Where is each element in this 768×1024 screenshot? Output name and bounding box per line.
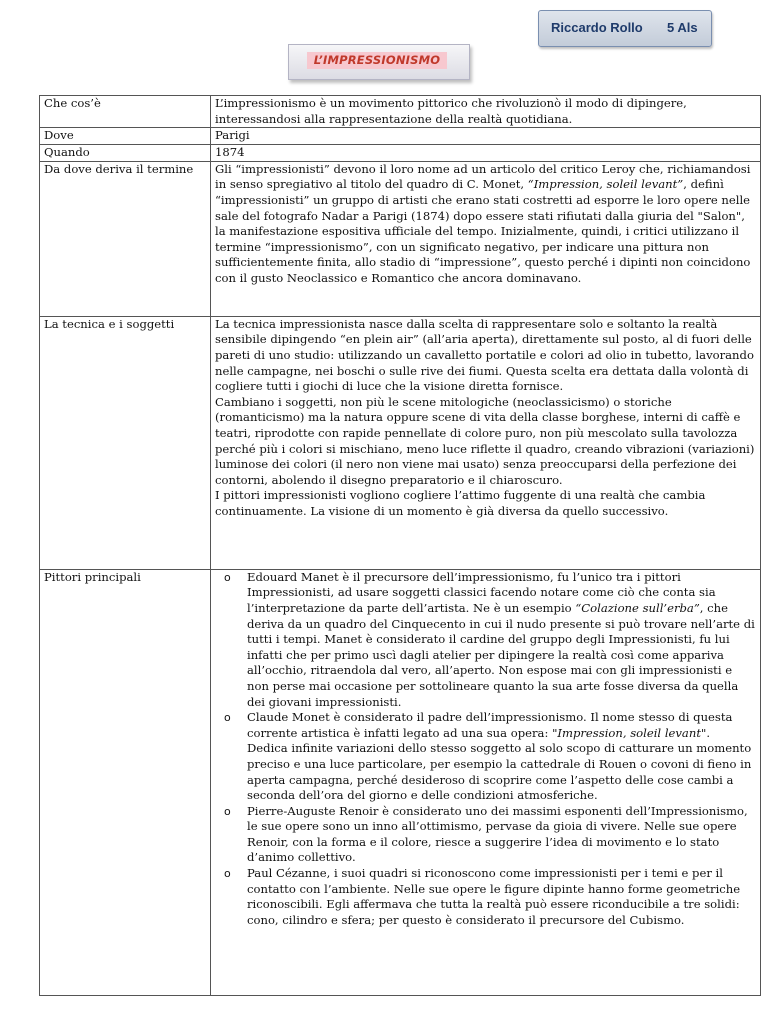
list-item-renoir	[215, 804, 756, 866]
bullet-icon: o	[224, 804, 231, 818]
manet-text-1: Edouard Manet è il precursore dell’impressionismo, fu l’unico tra i pittori Impressionisti, ad usare soggetti classici facendo notare come ciò che conta sia l’interpretazione da parte dell’artista. Ne è un esempio	[247, 569, 716, 615]
tecnica-paragraph-2: Cambiano i soggetti, non più le scene mitologiche (neoclassicismo) o storiche (romanticismo) ma la natura oppure scene di vita della classe borghese, interni di caffè e teatri, riprodotte con rapide pennellate di colore puro, non più mescolato sulla tavolozza perché più i colori si mischiano, meno luce riflette il quadro, creando vibrazioni (variazioni) luminose dei colori (il nero non viene mai usato) senza preoccuparsi della perfezione dei contorni, abolendo il disegno preparatorio e il chiaroscuro.	[215, 394, 755, 487]
bullet-icon: o	[224, 867, 231, 881]
list-item-monet	[215, 710, 756, 804]
row-dove	[40, 128, 761, 145]
row-che-cose	[40, 96, 761, 128]
bullet-icon: o	[224, 570, 231, 584]
monet-title-ref: "Impression, soleil levant"	[552, 725, 707, 740]
manet-title-ref: “Colazione sull’erba”	[575, 600, 700, 615]
text-che-cose: L’impressionismo è un movimento pittorico che rivoluzionò il modo di dipingere, interessandosi alla rappresentazione della realtà quotidiana.	[211, 96, 761, 128]
list-item-manet	[215, 570, 756, 710]
row-quando	[40, 145, 761, 162]
row-pittori	[40, 569, 761, 995]
text-quando: 1874	[211, 145, 761, 162]
termine-title-ref: “Impression, soleil levant”	[527, 177, 684, 192]
text-dove: Parigi	[211, 128, 761, 145]
row-termine	[40, 161, 761, 316]
bullet-icon: o	[224, 711, 231, 725]
tecnica-paragraph-3: I pittori impressionisti vogliono cogliere l’attimo fuggente di una realtà che cambia continuamente. La visione di un momento è già diversa da quello successivo.	[215, 488, 706, 518]
monet-text-2: .	[706, 725, 710, 740]
cezanne-text: Paul Cézanne, i suoi quadri si riconoscono come impressionisti per i temi e per il contatto con l’ambiente. Nelle sue opere le figure dipinte hanno forme geometriche riconoscibili. Egli affermava che tutta la realtà può essere riconducibile a tre solidi: cono, cilindro e sfera; per questo è considerato il precursore del Cubismo.	[247, 866, 741, 927]
author-box	[538, 10, 712, 47]
label-tecnica: La tecnica e i soggetti	[40, 316, 211, 569]
monet-text-1: Claude Monet è considerato il padre dell’impressionismo. Il nome stesso di questa corrente artistica è infatti legato ad una sua opera:	[247, 710, 733, 740]
content-table	[39, 95, 761, 996]
termine-text-2: , definì “impressionisti” un gruppo di artisti che erano stati costretti ad esporre le loro opere nelle sale del fotografo Nadar a Parigi (1874) dopo essere stati rifiutati dalla giuria del "Salon", la manifestazione espositiva ufficiale del tempo. Inizialmente, quindi, i critici utilizzano il termine “impressionismo”, con un significato negativo, per indicare una pittura non sufficientemente finita, allo stadio di “impressione”, questo perché i dipinti non coincidono con il gusto Neoclassico e Romantico che ancora dominavano.	[215, 177, 751, 285]
text-termine	[211, 161, 761, 316]
label-dove: Dove	[40, 128, 211, 145]
manet-text-2: , che deriva da un quadro del Cinquecento in cui il nudo presente si può trovare nell’arte di tutti i tempi. Manet è considerato il cardine del gruppo degli Impressionisti, fu lui infatti che per primo uscì dagli atelier per dipingere la realtà così come appariva all’occhio, ritraendola dal vero, all’aperto. Non espose mai con gli impressionisti e non perse mai occasione per sottolineare quanto la sua arte fosse diversa da quella dei giovani impressionisti.	[247, 600, 755, 709]
label-che-cose: Che cos’è	[40, 96, 211, 128]
painters-list	[215, 570, 756, 929]
label-quando: Quando	[40, 145, 211, 162]
text-tecnica	[211, 316, 761, 569]
monet-paragraph-2: Dedica infinite variazioni dello stesso soggetto al solo scopo di catturare un momento preciso e una luce particolare, per esempio la cattedrale di Rouen o covoni di fieno in aperta campagna, perché desideroso di scoprire come l’aspetto delle cose cambi a seconda dell’ora del giorno e delle condizioni atmosferiche.	[247, 741, 752, 803]
author-name: Riccardo Rollo	[551, 20, 643, 35]
document-title: L’IMPRESSIONISMO	[307, 52, 447, 69]
class-name: 5 Als	[667, 20, 698, 35]
termine-text-1: Gli “impressionisti” devono il loro nome ad un articolo del critico Leroy che, richiamandosi in senso spregiativo al titolo del quadro di C. Monet,	[215, 161, 751, 192]
label-pittori: Pittori principali	[40, 569, 211, 995]
text-pittori	[211, 569, 761, 995]
row-tecnica	[40, 316, 761, 569]
renoir-text: Pierre-Auguste Renoir è considerato uno dei massimi esponenti dell’Impressionismo, le sue opere sono un inno all’ottimismo, pervase da gioia di vivere. Nelle sue opere Renoir, con la forma e il colore, riesce a suggerire l’idea di movimento e lo stato d’animo collettivo.	[247, 803, 748, 865]
label-termine: Da dove deriva il termine	[40, 161, 211, 316]
list-item-cezanne	[215, 866, 756, 928]
tecnica-paragraph-1: La tecnica impressionista nasce dalla scelta di rappresentare solo e soltanto la realtà sensibile dipingendo “en plein air” (all’aria aperta), direttamente sul posto, al di fuori delle pareti di uno studio: utilizzando un cavalletto portatile e colori ad olio in tubetto, lavorando nelle campagne, nei boschi o sulle rive dei fiumi. Questa scelta era dettata dalla volontà di cogliere tutti i giochi di luce che la visione diretta fornisce.	[215, 316, 754, 394]
title-box	[288, 44, 470, 80]
